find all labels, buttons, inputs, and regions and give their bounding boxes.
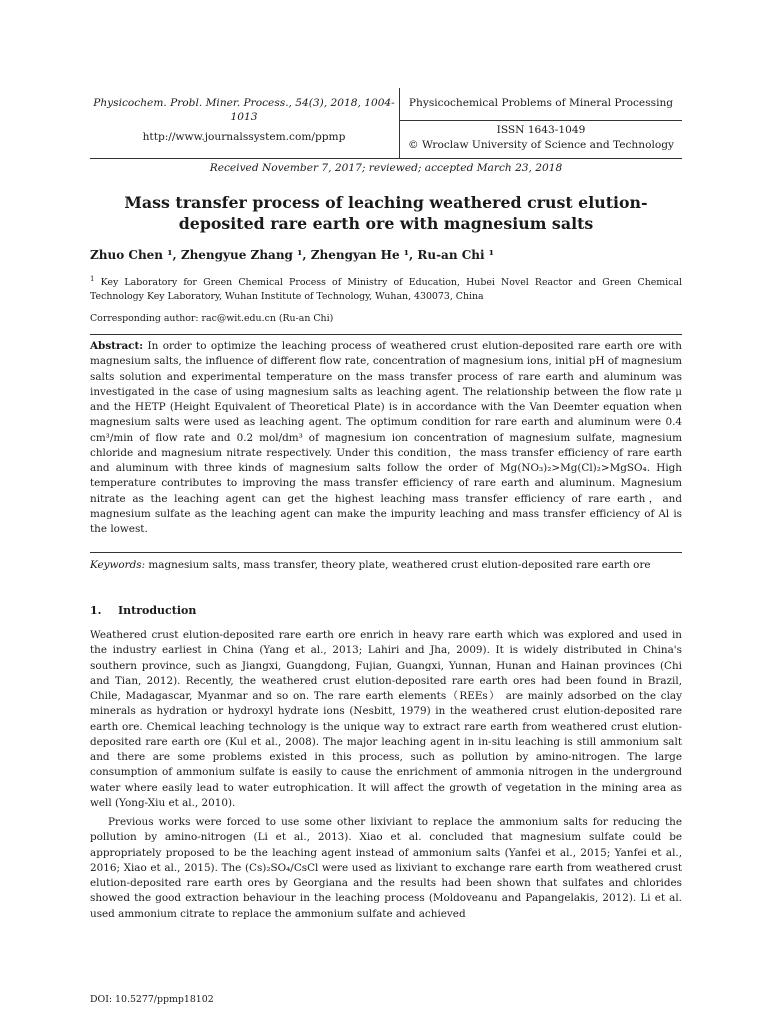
body-paragraph: Previous works were forced to use some other lixiviant to replace the ammonium salts for reducing the pollution by amino-nitrogen (Li et al., 2013). Xiao et al. concluded that magnesium sulfate could be appropriately proposed to be the leaching agent instead of ammonium salts (Yanfei et al., 2015; Yanfei et al., 2016; Xiao et al., 2015). The (Cs)₂SO₄/CsCl were used as lixiviant to exchange rare earth from weathered crust elution-deposited rare earth ores by Georgiana and the results had been shown that sulfates and chlorides showed the good extraction behaviour in the leaching process (Moldoveanu and Papangelakis, 2012). Li et al. used ammonium citrate to replace the ammonium sulfate and achieved [90, 816, 682, 920]
affiliation [90, 272, 682, 304]
abstract [90, 339, 682, 537]
abstract-label: Abstract: [90, 340, 144, 352]
section-title: Introduction [118, 604, 197, 617]
author-list: Zhuo Chen ¹, Zhengyue Zhang ¹, Zhengyan He ¹, Ru-an Chi ¹ [90, 248, 494, 262]
copyright: © Wroclaw University of Science and Technology [408, 139, 674, 151]
keywords-text: magnesium salts, mass transfer, theory plate, weathered crust elution-deposited rare earth ore [148, 559, 651, 571]
abstract-box [90, 334, 682, 553]
corresponding-author: Corresponding author: rac@wit.edu.cn (Ru-an Chi) [90, 313, 334, 324]
keywords [90, 558, 682, 573]
body-paragraph: Weathered crust elution-deposited rare earth ore enrich in heavy rare earth which was explored and used in the industry earliest in China (Yang et al., 2013; Lahiri and Jha, 2009). It is widely distributed in China's southern province, such as Jiangxi, Guangdong, Fujian, Guangxi, Yunnan, Hunan and Hainan provinces (Chi and Tian, 2012). Recently, the weathered crust elution-deposited rare earth ores had been found in Brazil, Chile, Madagascar, Myanmar and so on. The rare earth elements（REEs） are mainly adsorbed on the clay minerals as hydration or hydroxyl hydrate ions (Nesbitt, 1979) in the weathered crust elution-deposited rare earth ore. Chemical leaching technology is the unique way to extract rare earth from weathered crust elution-deposited rare earth ore (Kul et al., 2008). The major leaching agent in in-situ leaching is still ammonium salt and there are some problems existed in this process, such as pollution by amino-nitrogen. The large consumption of ammonium sulfate is easily to cause the enrichment of ammonia nitrogen in the underground water where easily lead to water eutrophication. It will affect the growth of vegetation in the mining area as well (Yong-Xiu et al., 2010). [90, 629, 682, 809]
paper-title: Mass transfer process of leaching weathered crust elution-deposited rare earth ore with magnesium salts [124, 193, 648, 233]
section-number: 1. [90, 604, 102, 617]
journal-url[interactable]: http://www.journalssystem.com/ppmp [142, 131, 346, 143]
section-heading [90, 604, 196, 617]
doi[interactable]: DOI: 10.5277/ppmp18102 [90, 994, 214, 1005]
issn: ISSN 1643-1049 [496, 124, 586, 136]
affiliation-marker: 1 [90, 275, 95, 283]
header-bottom-divider [90, 158, 682, 159]
header-inner-divider [399, 120, 682, 121]
received-dates: Received November 7, 2017; reviewed; accepted March 23, 2018 [209, 162, 563, 174]
header-vertical-divider [399, 88, 400, 158]
journal-name: Physicochemical Problems of Mineral Processing [408, 97, 674, 109]
affiliation-text: Key Laboratory for Green Chemical Process of Ministry of Education, Hubei Novel Reactor and Green Chemical Technology Key Laboratory, Wuhan Institute of Technology, Wuhan, 430073, China [90, 277, 683, 303]
journal-reference: Physicochem. Probl. Miner. Process., 54(3), 2018, 1004-1013 [93, 97, 395, 123]
abstract-text: In order to optimize the leaching process of weathered crust elution-deposited rare earth ore with magnesium salts, the influence of different flow rate, concentration of magnesium ions, initial pH of magnesium salts solution and experimental temperature on the mass transfer process of rare earth and aluminum was investigated in the case of using magnesium salts as leaching agent. The relationship between the flow rate μ and the HETP (Height Equivalent of Theoretical Plate) is in accordance with the Van Deemter equation when magnesium salts were used as leaching agent. The optimum condition for rare earth and aluminum were 0.4 cm³/min of flow rate and 0.2 mol/dm³ of magnesium ion concentration of magnesium sulfate, magnesium chloride and magnesium nitrate respectively. Under this condition，the mass transfer efficiency of rare earth and aluminum with three kinds of magnesium salts follow the order of Mg(NO₃)₂>Mg(Cl)₂>MgSO₄. High temperature contributes to improving the mass transfer efficiency of rare earth and aluminum. Magnesium nitrate as the leaching agent can get the highest leaching mass transfer efficiency of rare earth，and magnesium sulfate as the leaching agent can make the impurity leaching and mass transfer efficiency of Al is the lowest. [90, 340, 682, 535]
keywords-label: Keywords: [90, 559, 146, 571]
